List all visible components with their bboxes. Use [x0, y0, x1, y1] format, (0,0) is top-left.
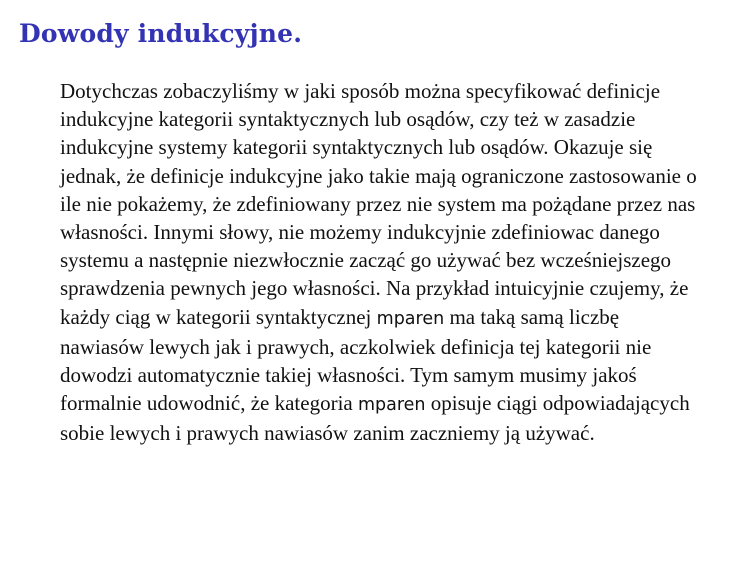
code-term-mparen: mparen [376, 308, 445, 329]
paragraph-text-1: Dotychczas zobaczyliśmy w jaki sposób można specyfikować definicje indukcyjne kategorii syntaktycznych lub osądów, czy też w zasadzie indukcyjne systemy kategorii syntaktycznych lub osądów. Okazuje się jednak, że definicje indukcyjne jako takie mają ograniczone zastosowanie o ile nie pokażemy, że zdefiniowany przez nie system ma pożądane przez nas własności. Innymi słowy, nie możemy indukcyjnie zdefiniowac danego systemu a następnie niezwłocznie zacząć go używać bez wcześniejszego sprawdzenia pewnych jego własności. Na przykład intuicyjnie czujemy, że każdy ciąg w kategorii syntaktycznej [60, 79, 697, 329]
code-term-mparen: mparen [357, 395, 426, 416]
body-paragraph [60, 77, 706, 448]
paragraph-text-2: ma taką samą liczbę nawiasów lewych jak i prawych, aczkolwiek definicja tej kategorii nie dowodzi automatycznie takiej własności. Tym samym musimy jakoś formalnie udowodnić, że kategoria [60, 304, 652, 416]
slide-title: Dowody indukcyjne. [19, 19, 303, 48]
paragraph-text-3: opisuje ciągi odpowiadających sobie lewych i prawych nawiasów zanim zaczniemy ją używać. [60, 391, 690, 446]
